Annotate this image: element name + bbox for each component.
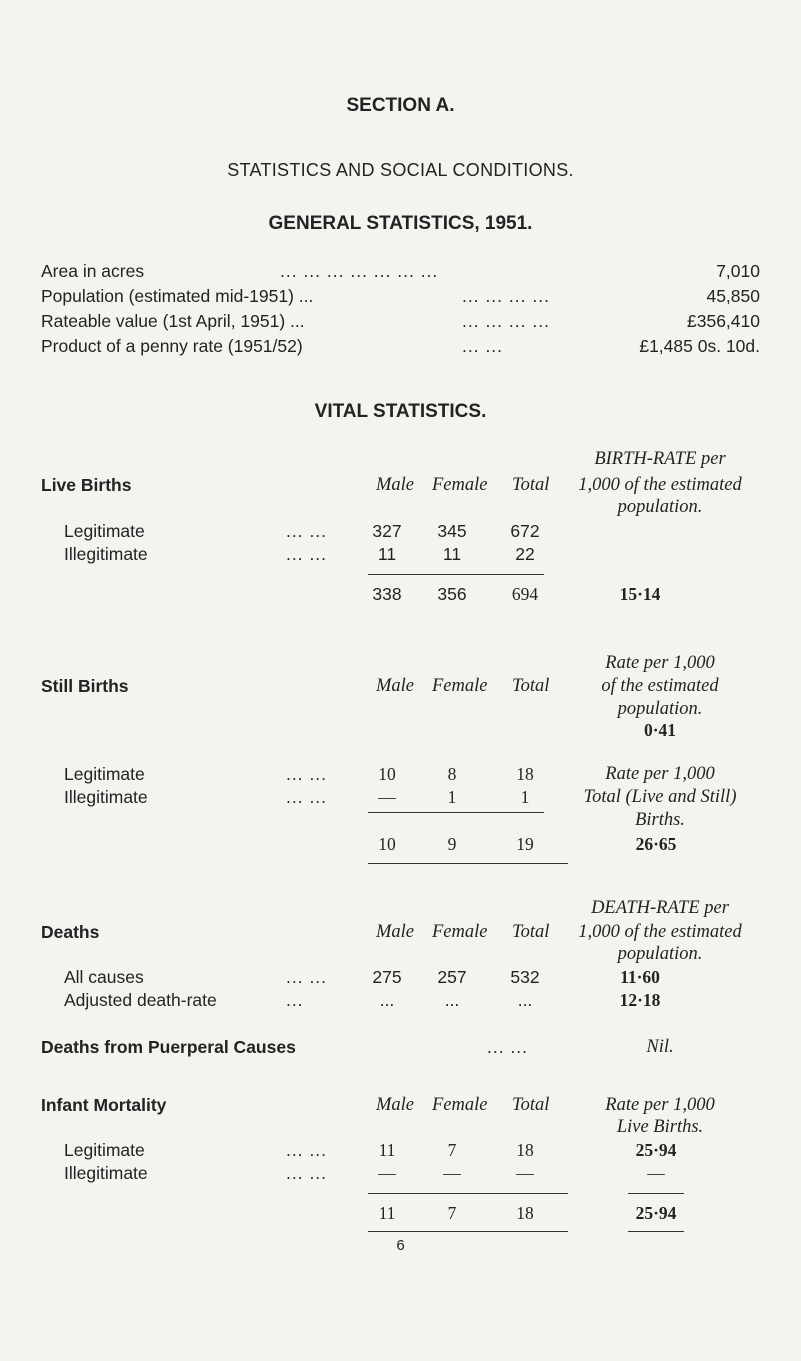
col-male: Male <box>376 676 415 696</box>
general-statistics-heading: GENERAL STATISTICS, 1951. <box>268 213 533 234</box>
page-subtitle: STATISTICS AND SOCIAL CONDITIONS. <box>227 160 574 180</box>
col-total: Total <box>512 676 550 696</box>
col-female: Female <box>432 922 488 942</box>
male-value: 10 <box>378 764 396 784</box>
female-value: 8 <box>447 764 457 784</box>
female-value: ... <box>444 990 460 1010</box>
grand-total: 694 <box>511 584 539 604</box>
col-male: Male <box>376 1095 415 1115</box>
puerperal-label: Deaths from Puerperal Causes <box>41 1037 296 1057</box>
female-value: 1 <box>447 787 457 807</box>
col-total: Total <box>512 1095 550 1115</box>
female-total: 7 <box>447 1203 457 1223</box>
grand-total: 18 <box>516 1203 534 1223</box>
stat-label: Rateable value (1st April, 1951) ... <box>41 311 305 331</box>
female-value: 11 <box>442 544 462 564</box>
col-female: Female <box>432 1095 488 1115</box>
birth-rate-value: 15·14 <box>619 584 661 604</box>
leader-dots: ... ... <box>462 336 504 356</box>
leader-dots: ... ... <box>286 1163 328 1183</box>
leader-dots: ... ... ... ... ... ... ... <box>280 261 439 281</box>
col-male: Male <box>376 475 415 495</box>
leader-dots: ... ... ... ... <box>462 311 550 331</box>
stat-value: £1,485 0s. 10d. <box>639 336 760 356</box>
male-total: 11 <box>378 1203 396 1223</box>
leader-dots: ... <box>286 990 304 1010</box>
leader-dots: ... ... <box>286 1140 328 1160</box>
col-female: Female <box>432 676 488 696</box>
male-value: ... <box>379 990 395 1010</box>
total-rate-header: Total (Live and Still) <box>583 787 737 807</box>
female-value: 345 <box>437 521 467 541</box>
stat-label: Product of a penny rate (1951/52) <box>41 336 303 356</box>
vital-statistics-heading: VITAL STATISTICS. <box>314 401 487 422</box>
infant-rate-header: Rate per 1,000 <box>605 1095 715 1115</box>
total-value: ... <box>517 990 533 1010</box>
death-rate-value: 11·60 <box>620 967 660 987</box>
male-value: — <box>378 787 396 807</box>
row-label: Legitimate <box>64 1140 145 1160</box>
row-label: All causes <box>64 967 144 987</box>
col-total: Total <box>512 922 550 942</box>
birth-rate-header: population. <box>617 497 703 517</box>
infant-rate-header: Live Births. <box>616 1117 704 1137</box>
page-number: 6 <box>396 1237 405 1254</box>
total-value: — <box>516 1163 534 1183</box>
total-rule <box>368 812 544 813</box>
male-value: 11 <box>377 544 397 564</box>
row-label: Adjusted death-rate <box>64 990 217 1010</box>
male-total: 10 <box>378 834 396 854</box>
stat-value: £356,410 <box>687 311 760 331</box>
grand-total: 19 <box>516 834 534 854</box>
still-rate-header: Rate per 1,000 <box>605 653 715 673</box>
female-value: 7 <box>447 1140 457 1160</box>
leader-dots: ... ... <box>286 967 328 987</box>
stat-value: 7,010 <box>716 261 760 281</box>
birth-rate-header: 1,000 of the estimated <box>578 475 742 495</box>
female-total: 9 <box>447 834 457 854</box>
stat-label: Area in acres <box>41 261 145 281</box>
still-rate-value: 0·41 <box>643 720 677 740</box>
infant-rate-total: 25·94 <box>635 1203 677 1223</box>
male-value: — <box>378 1163 396 1183</box>
leader-dots: ... ... ... ... <box>462 286 550 306</box>
total-value: 18 <box>516 1140 534 1160</box>
row-label: Legitimate <box>64 521 145 541</box>
col-male: Male <box>376 922 415 942</box>
death-rate-header: population. <box>617 944 703 964</box>
total-rate-header: Births. <box>635 810 685 830</box>
live-births-title: Live Births <box>41 475 132 495</box>
total-rate-value: 26·65 <box>635 834 677 854</box>
infant-mortality-title: Infant Mortality <box>41 1095 167 1115</box>
still-births-title: Still Births <box>41 676 129 696</box>
birth-rate-header: BIRTH-RATE per <box>594 449 726 469</box>
section-heading: SECTION A. <box>346 95 455 116</box>
puerperal-value: Nil. <box>646 1037 674 1057</box>
leader-dots: ... ... <box>286 764 328 784</box>
deaths-title: Deaths <box>41 922 100 942</box>
total-value: 532 <box>510 967 540 987</box>
total-rate-header: Rate per 1,000 <box>605 764 715 784</box>
leader-dots: ... ... <box>286 521 328 541</box>
row-label: Illegitimate <box>64 544 148 564</box>
leader-dots: ... ... <box>487 1037 529 1057</box>
col-total: Total <box>512 475 550 495</box>
infant-rate-value: 25·94 <box>635 1140 677 1160</box>
closing-rule <box>368 863 568 864</box>
female-value: 257 <box>437 967 467 987</box>
row-label: Legitimate <box>64 764 145 784</box>
male-total: 338 <box>372 584 402 604</box>
leader-dots: ... ... <box>286 787 328 807</box>
male-value: 327 <box>372 521 402 541</box>
death-rate-header: 1,000 of the estimated <box>578 922 742 942</box>
total-rule <box>368 1193 568 1194</box>
total-value: 672 <box>510 521 540 541</box>
total-value: 18 <box>516 764 534 784</box>
row-label: Illegitimate <box>64 1163 148 1183</box>
total-rule <box>368 574 544 575</box>
total-value: 22 <box>515 544 535 564</box>
stat-label: Population (estimated mid-1951) ... <box>41 286 314 306</box>
female-total: 356 <box>437 584 467 604</box>
rate-value: — <box>647 1163 665 1183</box>
row-label: Illegitimate <box>64 787 148 807</box>
still-rate-header: population. <box>617 699 703 719</box>
total-value: 1 <box>520 787 530 807</box>
death-rate-header: DEATH-RATE per <box>591 898 729 918</box>
male-value: 275 <box>372 967 402 987</box>
rate-total-rule <box>628 1193 684 1194</box>
rate-closing-rule <box>628 1231 684 1232</box>
stat-value: 45,850 <box>706 286 760 306</box>
still-rate-header: of the estimated <box>601 676 719 696</box>
leader-dots: ... ... <box>286 544 328 564</box>
adjusted-death-rate-value: 12·18 <box>619 990 661 1010</box>
closing-rule <box>368 1231 568 1232</box>
col-female: Female <box>432 475 488 495</box>
male-value: 11 <box>378 1140 396 1160</box>
female-value: — <box>443 1163 461 1183</box>
